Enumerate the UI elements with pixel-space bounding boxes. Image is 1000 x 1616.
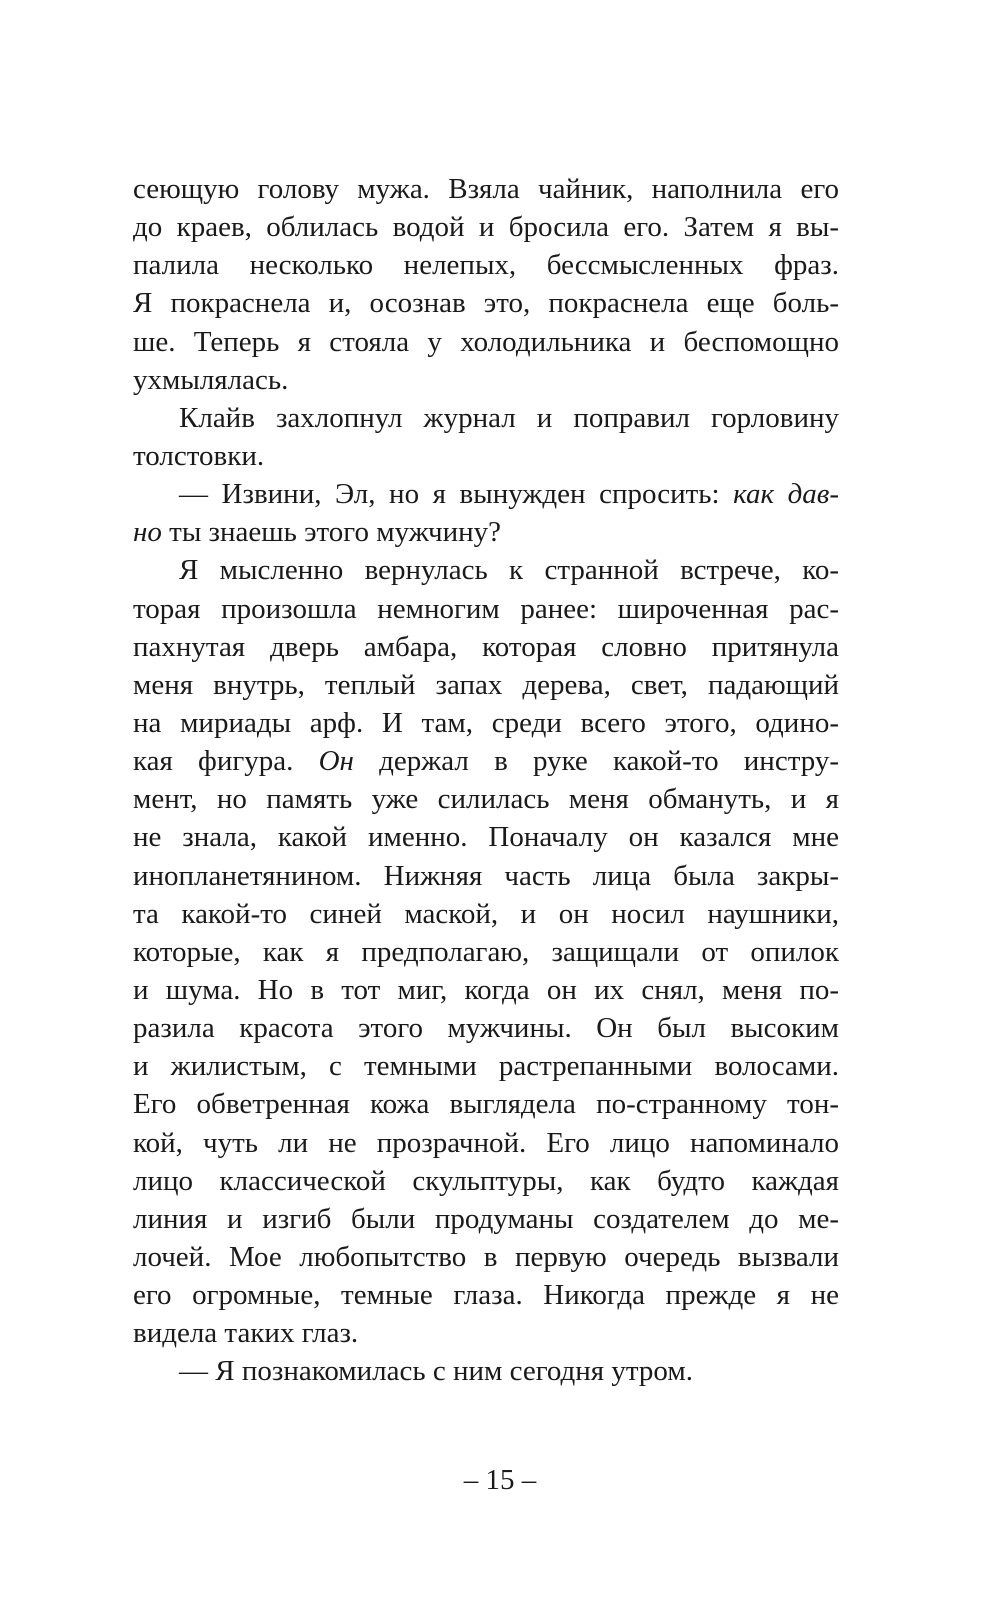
text-line: Я покраснела и, осознав это, покраснела еще боль- — [133, 287, 839, 320]
text-line: которые, как я предполагаю, защищали от опилок — [133, 935, 839, 968]
text-line: и жилистым, с темными растрепанными волосами. — [133, 1050, 839, 1083]
text-line: кой, чуть ли не прозрачной. Его лицо напоминало — [133, 1126, 839, 1159]
text-line: та какой-то синей маской, и он носил наушники, — [133, 897, 839, 930]
text-line — [133, 742, 839, 780]
text-span: ты знаешь этого мужчину? — [161, 516, 502, 549]
text-line: торая произошла немногим ранее: широченная рас- — [133, 592, 839, 625]
text-span: держал в руке какой-то инстру- — [353, 745, 840, 778]
text-span: кая фигура. — [133, 745, 319, 778]
text-line: Его обветренная кожа выглядела по-странному тон- — [133, 1088, 839, 1121]
italic-text: но — [133, 516, 162, 549]
text-line: видела таких глаз. — [133, 1317, 359, 1350]
text-line: — Я познакомилась с ним сегодня утром. — [179, 1355, 693, 1388]
text-line: палила несколько нелепых, бессмысленных фраз. — [133, 249, 839, 282]
text-line: лочей. Мое любопытство в первую очередь вызвали — [133, 1240, 839, 1273]
text-line: меня внутрь, теплый запах дерева, свет, падающий — [133, 668, 839, 701]
page-number: – 15 – — [463, 1464, 537, 1496]
text-line: лицо классической скульптуры, как будто каждая — [133, 1164, 839, 1197]
text-line: линия и изгиб были продуманы создателем до ме- — [133, 1202, 839, 1235]
text-line: Клайв захлопнул журнал и поправил горловину — [179, 401, 839, 434]
text-line: его огромные, темные глаза. Никогда прежде я не — [133, 1279, 839, 1312]
text-line: на мириады арф. И там, среди всего этого, одино- — [133, 706, 839, 739]
italic-text: Он — [318, 745, 354, 778]
text-line: мент, но память уже силилась меня обмануть, и я — [133, 783, 839, 816]
text-line — [133, 475, 839, 513]
text-line: сеющую голову мужа. Взяла чайник, наполнила его — [133, 173, 839, 205]
text-line — [133, 513, 839, 551]
text-span: — Извини, Эл, но я вынужден спросить: — [179, 478, 734, 511]
italic-text: как дав- — [733, 478, 840, 511]
text-line: Я мысленно вернулась к странной встрече, ко- — [179, 554, 839, 587]
text-line: разила красота этого мужчины. Он был высоким — [133, 1012, 839, 1045]
text-line: пахнутая дверь амбара, которая словно притянула — [133, 630, 839, 663]
body-text — [133, 170, 839, 1391]
text-line: инопланетянином. Нижняя часть лица была закры- — [133, 859, 839, 892]
text-line: толстовки. — [133, 439, 265, 472]
text-line: ухмылялась. — [133, 363, 289, 396]
text-line: ше. Теперь я стояла у холодильника и беспомощно — [133, 325, 839, 358]
text-line: не знала, какой именно. Поначалу он казался мне — [133, 821, 839, 854]
text-line: и шума. Но в тот миг, когда он их снял, меня по- — [133, 973, 839, 1006]
text-line: до краев, облилась водой и бросила его. Затем я вы- — [133, 211, 839, 244]
